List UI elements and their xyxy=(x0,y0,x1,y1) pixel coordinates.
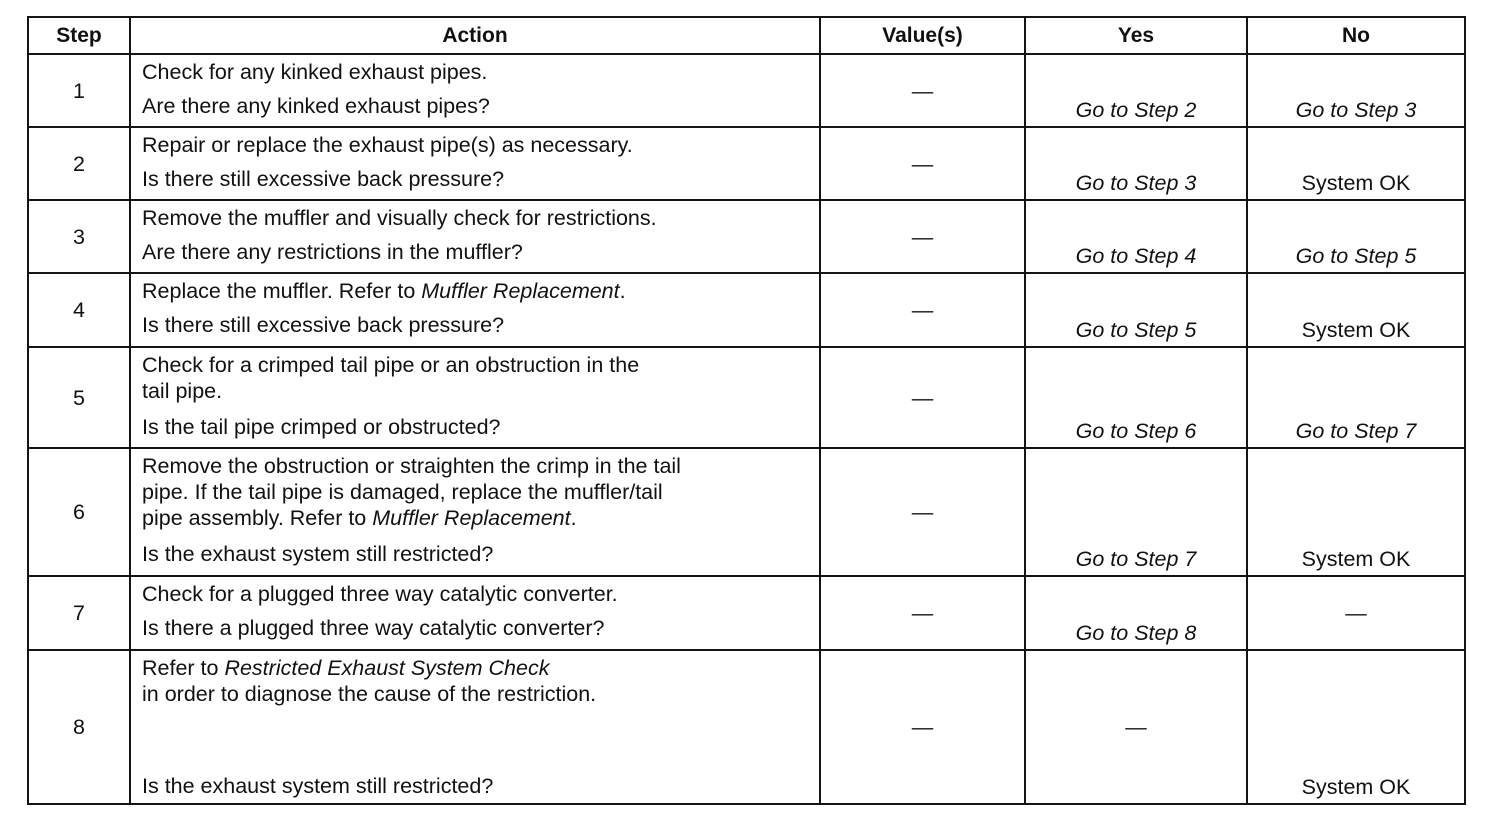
no-cell: System OK xyxy=(1247,127,1465,200)
action-question: Is the exhaust system still restricted? xyxy=(142,542,494,566)
muffler-replacement-link[interactable]: Muffler Replacement xyxy=(421,279,620,303)
action-cell xyxy=(130,127,820,200)
yes-cell: Go to Step 6 xyxy=(1025,347,1247,448)
action-cell xyxy=(130,273,820,347)
step-number: 4 xyxy=(28,273,130,347)
action-question: Is the exhaust system still restricted? xyxy=(142,774,494,798)
step-number: 1 xyxy=(28,54,130,127)
action-text-prefix: Replace the muffler. Refer to xyxy=(142,279,422,303)
action-text: Remove the muffler and visually check for restrictions. xyxy=(142,206,657,230)
yes-cell: Go to Step 7 xyxy=(1025,448,1247,576)
action-text-line: tail pipe. xyxy=(142,379,223,403)
value-cell: — xyxy=(820,650,1025,804)
value-cell: — xyxy=(820,200,1025,273)
table-row xyxy=(28,200,1465,273)
action-cell xyxy=(130,200,820,273)
table-row xyxy=(28,54,1465,127)
action-text: Repair or replace the exhaust pipe(s) as necessary. xyxy=(142,133,633,157)
value-cell: — xyxy=(820,273,1025,347)
muffler-replacement-link[interactable]: Muffler Replacement xyxy=(372,506,571,530)
value-cell: — xyxy=(820,347,1025,448)
no-cell: Go to Step 3 xyxy=(1247,54,1465,127)
action-text-line: pipe. If the tail pipe is damaged, replace the muffler/tail xyxy=(142,480,663,504)
step-number: 7 xyxy=(28,576,130,650)
header-yes: Yes xyxy=(1025,17,1247,54)
action-cell xyxy=(130,650,820,804)
action-text-line: in order to diagnose the cause of the restriction. xyxy=(142,682,597,706)
value-cell: — xyxy=(820,127,1025,200)
step-number: 6 xyxy=(28,448,130,576)
diagnostic-table xyxy=(27,16,1466,805)
action-question: Is the tail pipe crimped or obstructed? xyxy=(142,415,501,439)
header-row xyxy=(28,17,1465,54)
header-step: Step xyxy=(28,17,130,54)
value-cell: — xyxy=(820,448,1025,576)
step-number: 3 xyxy=(28,200,130,273)
action-text: Check for a plugged three way catalytic converter. xyxy=(142,582,618,606)
value-cell: — xyxy=(820,54,1025,127)
step-number: 2 xyxy=(28,127,130,200)
yes-cell: Go to Step 5 xyxy=(1025,273,1247,347)
table-row xyxy=(28,127,1465,200)
no-cell: System OK xyxy=(1247,650,1465,804)
header-action: Action xyxy=(130,17,820,54)
no-cell: System OK xyxy=(1247,448,1465,576)
no-cell: Go to Step 5 xyxy=(1247,200,1465,273)
no-cell: — xyxy=(1247,576,1465,650)
header-values: Value(s) xyxy=(820,17,1025,54)
yes-cell: Go to Step 2 xyxy=(1025,54,1247,127)
table-row xyxy=(28,576,1465,650)
step-number: 8 xyxy=(28,650,130,804)
action-text-prefix: Refer to xyxy=(142,656,225,680)
action-cell xyxy=(130,576,820,650)
action-text-line xyxy=(142,505,813,531)
action-cell xyxy=(130,54,820,127)
action-text-suffix: . xyxy=(570,506,577,530)
action-text-prefix: pipe assembly. Refer to xyxy=(142,506,373,530)
restricted-exhaust-system-check-link[interactable]: Restricted Exhaust System Check xyxy=(224,656,550,680)
action-question: Is there still excessive back pressure? xyxy=(142,313,505,337)
action-text-line xyxy=(142,655,813,681)
action-question: Is there still excessive back pressure? xyxy=(142,167,505,191)
yes-cell: Go to Step 3 xyxy=(1025,127,1247,200)
table-row xyxy=(28,448,1465,576)
action-question: Is there a plugged three way catalytic converter? xyxy=(142,616,605,640)
action-cell xyxy=(130,448,820,576)
yes-cell: Go to Step 8 xyxy=(1025,576,1247,650)
step-number: 5 xyxy=(28,347,130,448)
action-question: Are there any restrictions in the muffler? xyxy=(142,240,523,264)
no-cell: Go to Step 7 xyxy=(1247,347,1465,448)
action-text: Check for any kinked exhaust pipes. xyxy=(142,60,488,84)
header-no: No xyxy=(1247,17,1465,54)
no-cell: System OK xyxy=(1247,273,1465,347)
action-question: Are there any kinked exhaust pipes? xyxy=(142,94,490,118)
table-row xyxy=(28,273,1465,347)
yes-cell: — xyxy=(1025,650,1247,804)
table-row xyxy=(28,650,1465,804)
action-text-line: Check for a crimped tail pipe or an obstruction in the xyxy=(142,353,640,377)
table-row xyxy=(28,347,1465,448)
action-cell xyxy=(130,347,820,448)
action-text-suffix: . xyxy=(619,279,626,303)
action-text-line: Remove the obstruction or straighten the crimp in the tail xyxy=(142,454,681,478)
action-text xyxy=(142,278,813,304)
yes-cell: Go to Step 4 xyxy=(1025,200,1247,273)
value-cell: — xyxy=(820,576,1025,650)
